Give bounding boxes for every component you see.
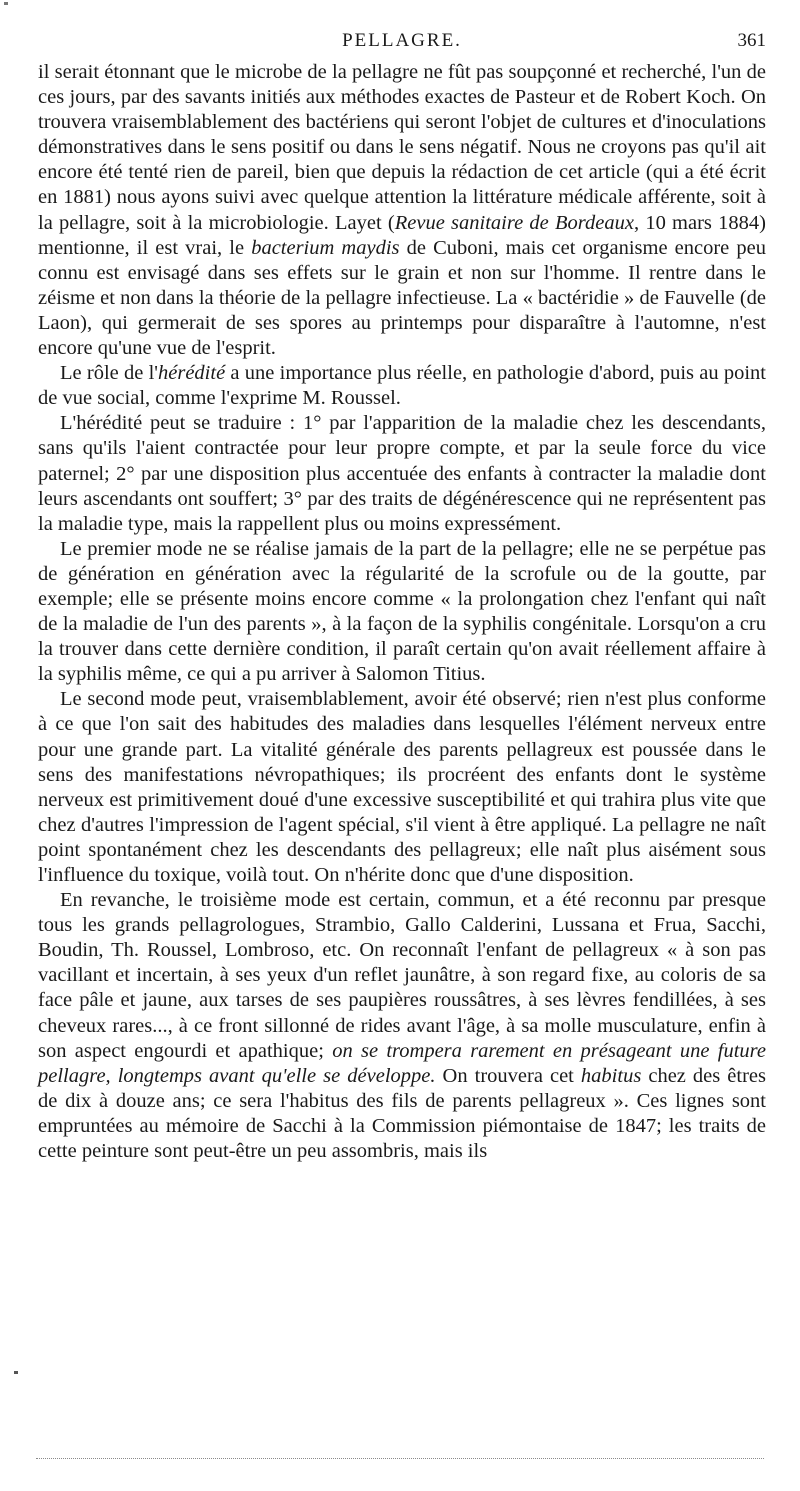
book-page: [38, 24, 766, 1164]
bottom-rule: [36, 1458, 764, 1459]
emphasis-heredity: hérédité: [158, 362, 226, 385]
paragraph-2: [38, 361, 766, 411]
paragraph-1-text-a: il serait étonnant que le microbe de la pellagre ne fût pas soupçonné et recherché, l'un de ces jours, par des savants initiés aux méthodes exactes de Pasteur et de Robert Koch. On trouvera vraisemblablement des bactériens qui seront l'objet de cultures et d'inoculations démonstratives dans le sens positif ou dans le sens négatif. Nous ne croyons pas qu'il ait encore été tenté rien de pareil, bien que depuis la rédaction de cet article (qui a été écrit en 1881) nous ayons suivi avec quelque attention la littérature médicale afférente, soit à la pellagre, soit à la microbiologie. Layet (: [38, 61, 766, 234]
running-head: [38, 24, 766, 60]
paragraph-6-text-a: En revanche, le troisième mode est certain, commun, et a été reconnu par presque tous les grands pellagrologues, Strambio, Gallo Calderini, Lussana et Frua, Sacchi, Boudin, Th. Roussel, Lombroso, etc. On reconnaît l'enfant de pellagreux « à son pas vacillant et incertain, à ses yeux d'un reflet jaunâtre, à son regard fixe, au coloris de sa face pâle et jaune, aux tarses de ses paupières roussâtres, à ses lèvres fendillées, à ses cheveux rares..., à ce front sillonné de rides avant l'âge, à sa molle musculature, enfin à son aspect engourdi et apathique;: [38, 889, 766, 1062]
scan-mark: [4, 2, 8, 5]
paragraph-6-text-c: chez des êtres de dix à douze ans; ce sera l'habitus des fils de parents pellagreux ». Ces lignes sont empruntées au mémoire de Sacchi à la Commission piémontaise de 1847; les traits de cette peinture sont peut-être un peu assombris, mais ils: [38, 1064, 767, 1163]
margin-mark: [14, 1371, 18, 1374]
species-name: bacterium maydis: [251, 236, 400, 259]
running-title: PELLAGRE.: [342, 30, 462, 51]
journal-title: Revue sanitaire de Bordeaux: [394, 211, 634, 234]
paragraph-1-text-b: , 10 mars 1884) mentionne, il est vrai, le: [38, 211, 766, 259]
page-number: 361: [737, 30, 766, 51]
paragraph-1-text-c: de Cuboni, mais cet organisme encore peu connu est envisagé dans ses effets sur le grain et non sur l'homme. Il rentre dans le zéisme et non dans la théorie de la pellagre infectieuse. La « bactéridie » de Fauvelle (de Laon), qui germerait de ses spores au printemps pour disparaître à l'automne, n'est encore qu'une vue de l'esprit.: [38, 236, 766, 360]
paragraph-4: Le premier mode ne se réalise jamais de la part de la pellagre; elle ne se perpétue pas de génération en génération avec la régularité de la scrofule ou de la goutte, par exemple; elle se présente moins encore comme « la prolongation chez l'enfant qui naît de la maladie de l'un des parents », à la façon de la syphilis congénitale. Lorsqu'on a cru la trouver dans cette dernière condition, il paraît certain qu'on avait réellement affaire à la syphilis même, ce qui a pu arriver à Salomon Titius.: [38, 537, 766, 686]
italic-quote: on se trompera rarement en présageant une future pellagre, longtemps avant qu'elle se développe.: [38, 1039, 766, 1087]
paragraph-6: [38, 888, 766, 1164]
paragraph-2-text-a: Le rôle de l': [60, 362, 158, 385]
paragraph-1: [38, 60, 766, 361]
body-text: [38, 60, 766, 1164]
paragraph-5: Le second mode peut, vraisemblablement, avoir été observé; rien n'est plus conforme à ce que l'on sait des habitudes des maladies dans lesquelles l'élément nerveux entre pour une grande part. La vitalité générale des parents pellagreux est poussée dans le sens des manifestations névropathiques; ils procréent des enfants dont le système nerveux est primitivement doué d'une excessive susceptibilité et qui trahira plus vite que chez d'autres l'impression de l'agent spécial, s'il vient à être appliqué. La pellagre ne naît point spontanément chez les descendants des pellagreux; elle naît plus aisément sous l'influence du toxique, voilà tout. On n'hérite donc que d'une disposition.: [38, 688, 766, 886]
paragraph-2-text-b: a une importance plus réelle, en pathologie d'abord, puis au point de vue social, comme l'exprime M. Roussel.: [38, 362, 766, 410]
paragraph-3: L'hérédité peut se traduire : 1° par l'apparition de la maladie chez les descendants, sans qu'ils l'aient contractée pour leur propre compte, et par la seule force du vice paternel; 2° par une disposition plus accentuée des enfants à contracter la maladie dont leurs ascendants ont souffert; 3° par des traits de dégénérescence qui ne représentent pas la maladie type, mais la rappellent plus ou moins expressément.: [38, 412, 766, 535]
paragraph-6-text-b: On trouvera cet: [435, 1064, 581, 1087]
emphasis-habitus: habitus: [580, 1064, 642, 1087]
